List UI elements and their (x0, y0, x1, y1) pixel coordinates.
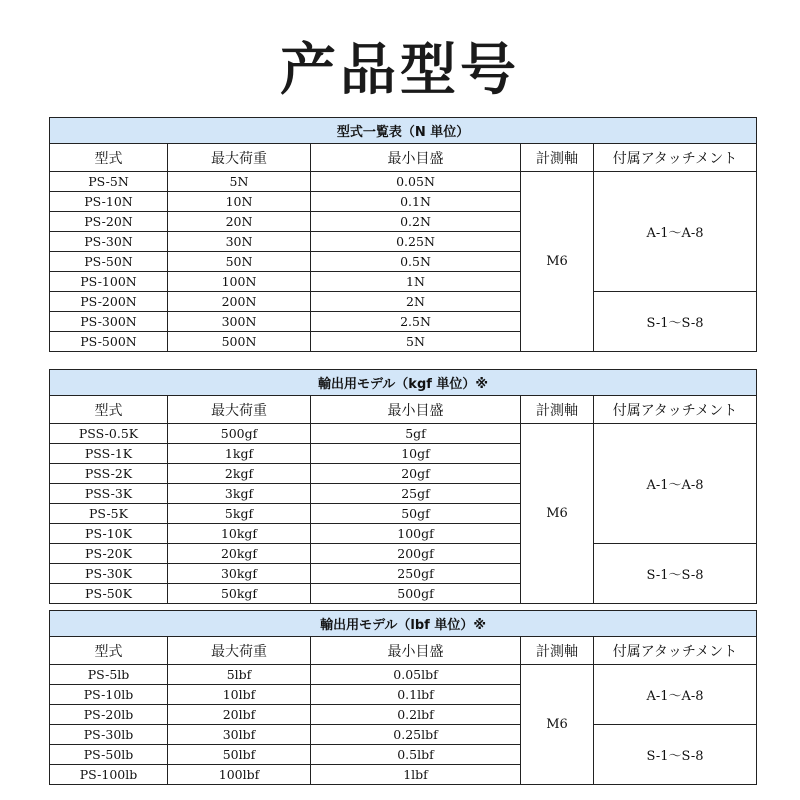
min-scale-cell: 1N (311, 272, 521, 292)
model-cell: PS-10N (50, 192, 168, 212)
model-cell: PS-10K (50, 524, 168, 544)
min-scale-cell: 0.05lbf (311, 665, 521, 685)
model-cell: PS-20K (50, 544, 168, 564)
header-model: 型式 (50, 396, 168, 424)
min-scale-cell: 2.5N (311, 312, 521, 332)
model-cell: PS-500N (50, 332, 168, 352)
max-load-cell: 1kgf (168, 444, 311, 464)
max-load-cell: 20N (168, 212, 311, 232)
max-load-cell: 10kgf (168, 524, 311, 544)
header-max-load: 最大荷重 (168, 144, 311, 172)
min-scale-cell: 5gf (311, 424, 521, 444)
header-axis: 計測軸 (521, 144, 594, 172)
min-scale-cell: 1lbf (311, 765, 521, 785)
table-row (50, 292, 757, 312)
model-cell: PSS-1K (50, 444, 168, 464)
attachment-cell: A-1～A-8 (594, 424, 757, 544)
max-load-cell: 2kgf (168, 464, 311, 484)
model-cell: PS-30K (50, 564, 168, 584)
header-min-scale: 最小目盛 (311, 144, 521, 172)
min-scale-cell: 500gf (311, 584, 521, 604)
table-header-row (50, 637, 757, 665)
attachment-cell: A-1～A-8 (594, 172, 757, 292)
model-table-lbf (49, 610, 757, 785)
max-load-cell: 5N (168, 172, 311, 192)
table-row (50, 725, 757, 745)
min-scale-cell: 200gf (311, 544, 521, 564)
attachment-cell: S-1～S-8 (594, 292, 757, 352)
header-max-load: 最大荷重 (168, 637, 311, 665)
max-load-cell: 500gf (168, 424, 311, 444)
max-load-cell: 200N (168, 292, 311, 312)
model-cell: PS-5N (50, 172, 168, 192)
table-caption: 型式一覧表（N 単位） (50, 118, 757, 144)
header-model: 型式 (50, 637, 168, 665)
measurement-axis-cell: M6 (521, 665, 594, 785)
min-scale-cell: 5N (311, 332, 521, 352)
table-row (50, 424, 757, 444)
model-cell: PSS-0.5K (50, 424, 168, 444)
header-axis: 計測軸 (521, 396, 594, 424)
model-cell: PS-100N (50, 272, 168, 292)
attachment-cell: A-1～A-8 (594, 665, 757, 725)
min-scale-cell: 25gf (311, 484, 521, 504)
header-attachment: 付属アタッチメント (594, 144, 757, 172)
attachment-cell: S-1～S-8 (594, 725, 757, 785)
table-header-row (50, 144, 757, 172)
measurement-axis-cell: M6 (521, 424, 594, 604)
max-load-cell: 5kgf (168, 504, 311, 524)
model-cell: PS-30N (50, 232, 168, 252)
header-max-load: 最大荷重 (168, 396, 311, 424)
header-attachment: 付属アタッチメント (594, 396, 757, 424)
max-load-cell: 50lbf (168, 745, 311, 765)
max-load-cell: 30N (168, 232, 311, 252)
min-scale-cell: 0.5lbf (311, 745, 521, 765)
min-scale-cell: 0.1lbf (311, 685, 521, 705)
table-row (50, 665, 757, 685)
min-scale-cell: 0.25lbf (311, 725, 521, 745)
min-scale-cell: 2N (311, 292, 521, 312)
table-caption: 輸出用モデル（kgf 単位）※ (50, 370, 757, 396)
table-row (50, 172, 757, 192)
max-load-cell: 100N (168, 272, 311, 292)
min-scale-cell: 50gf (311, 504, 521, 524)
min-scale-cell: 0.05N (311, 172, 521, 192)
header-model: 型式 (50, 144, 168, 172)
header-min-scale: 最小目盛 (311, 637, 521, 665)
model-table-n (49, 117, 757, 352)
table-header-row (50, 396, 757, 424)
model-cell: PS-100lb (50, 765, 168, 785)
header-axis: 計測軸 (521, 637, 594, 665)
model-cell: PS-5K (50, 504, 168, 524)
min-scale-cell: 250gf (311, 564, 521, 584)
max-load-cell: 100lbf (168, 765, 311, 785)
model-table-kgf (49, 369, 757, 604)
min-scale-cell: 10gf (311, 444, 521, 464)
model-cell: PS-10lb (50, 685, 168, 705)
model-cell: PS-30lb (50, 725, 168, 745)
header-attachment: 付属アタッチメント (594, 637, 757, 665)
page-title: 产品型号 (280, 38, 520, 103)
max-load-cell: 300N (168, 312, 311, 332)
model-cell: PS-20lb (50, 705, 168, 725)
min-scale-cell: 20gf (311, 464, 521, 484)
max-load-cell: 10lbf (168, 685, 311, 705)
model-cell: PS-20N (50, 212, 168, 232)
min-scale-cell: 0.5N (311, 252, 521, 272)
model-cell: PS-50lb (50, 745, 168, 765)
max-load-cell: 3kgf (168, 484, 311, 504)
model-cell: PSS-2K (50, 464, 168, 484)
min-scale-cell: 0.2lbf (311, 705, 521, 725)
model-cell: PSS-3K (50, 484, 168, 504)
min-scale-cell: 0.2N (311, 212, 521, 232)
header-min-scale: 最小目盛 (311, 396, 521, 424)
max-load-cell: 50N (168, 252, 311, 272)
attachment-cell: S-1～S-8 (594, 544, 757, 604)
max-load-cell: 50kgf (168, 584, 311, 604)
min-scale-cell: 100gf (311, 524, 521, 544)
model-cell: PS-50N (50, 252, 168, 272)
min-scale-cell: 0.25N (311, 232, 521, 252)
model-cell: PS-300N (50, 312, 168, 332)
min-scale-cell: 0.1N (311, 192, 521, 212)
max-load-cell: 30lbf (168, 725, 311, 745)
model-cell: PS-50K (50, 584, 168, 604)
max-load-cell: 500N (168, 332, 311, 352)
table-row (50, 544, 757, 564)
model-cell: PS-200N (50, 292, 168, 312)
model-cell: PS-5lb (50, 665, 168, 685)
max-load-cell: 5lbf (168, 665, 311, 685)
max-load-cell: 10N (168, 192, 311, 212)
max-load-cell: 30kgf (168, 564, 311, 584)
table-caption: 輸出用モデル（lbf 単位）※ (50, 611, 757, 637)
max-load-cell: 20lbf (168, 705, 311, 725)
measurement-axis-cell: M6 (521, 172, 594, 352)
max-load-cell: 20kgf (168, 544, 311, 564)
